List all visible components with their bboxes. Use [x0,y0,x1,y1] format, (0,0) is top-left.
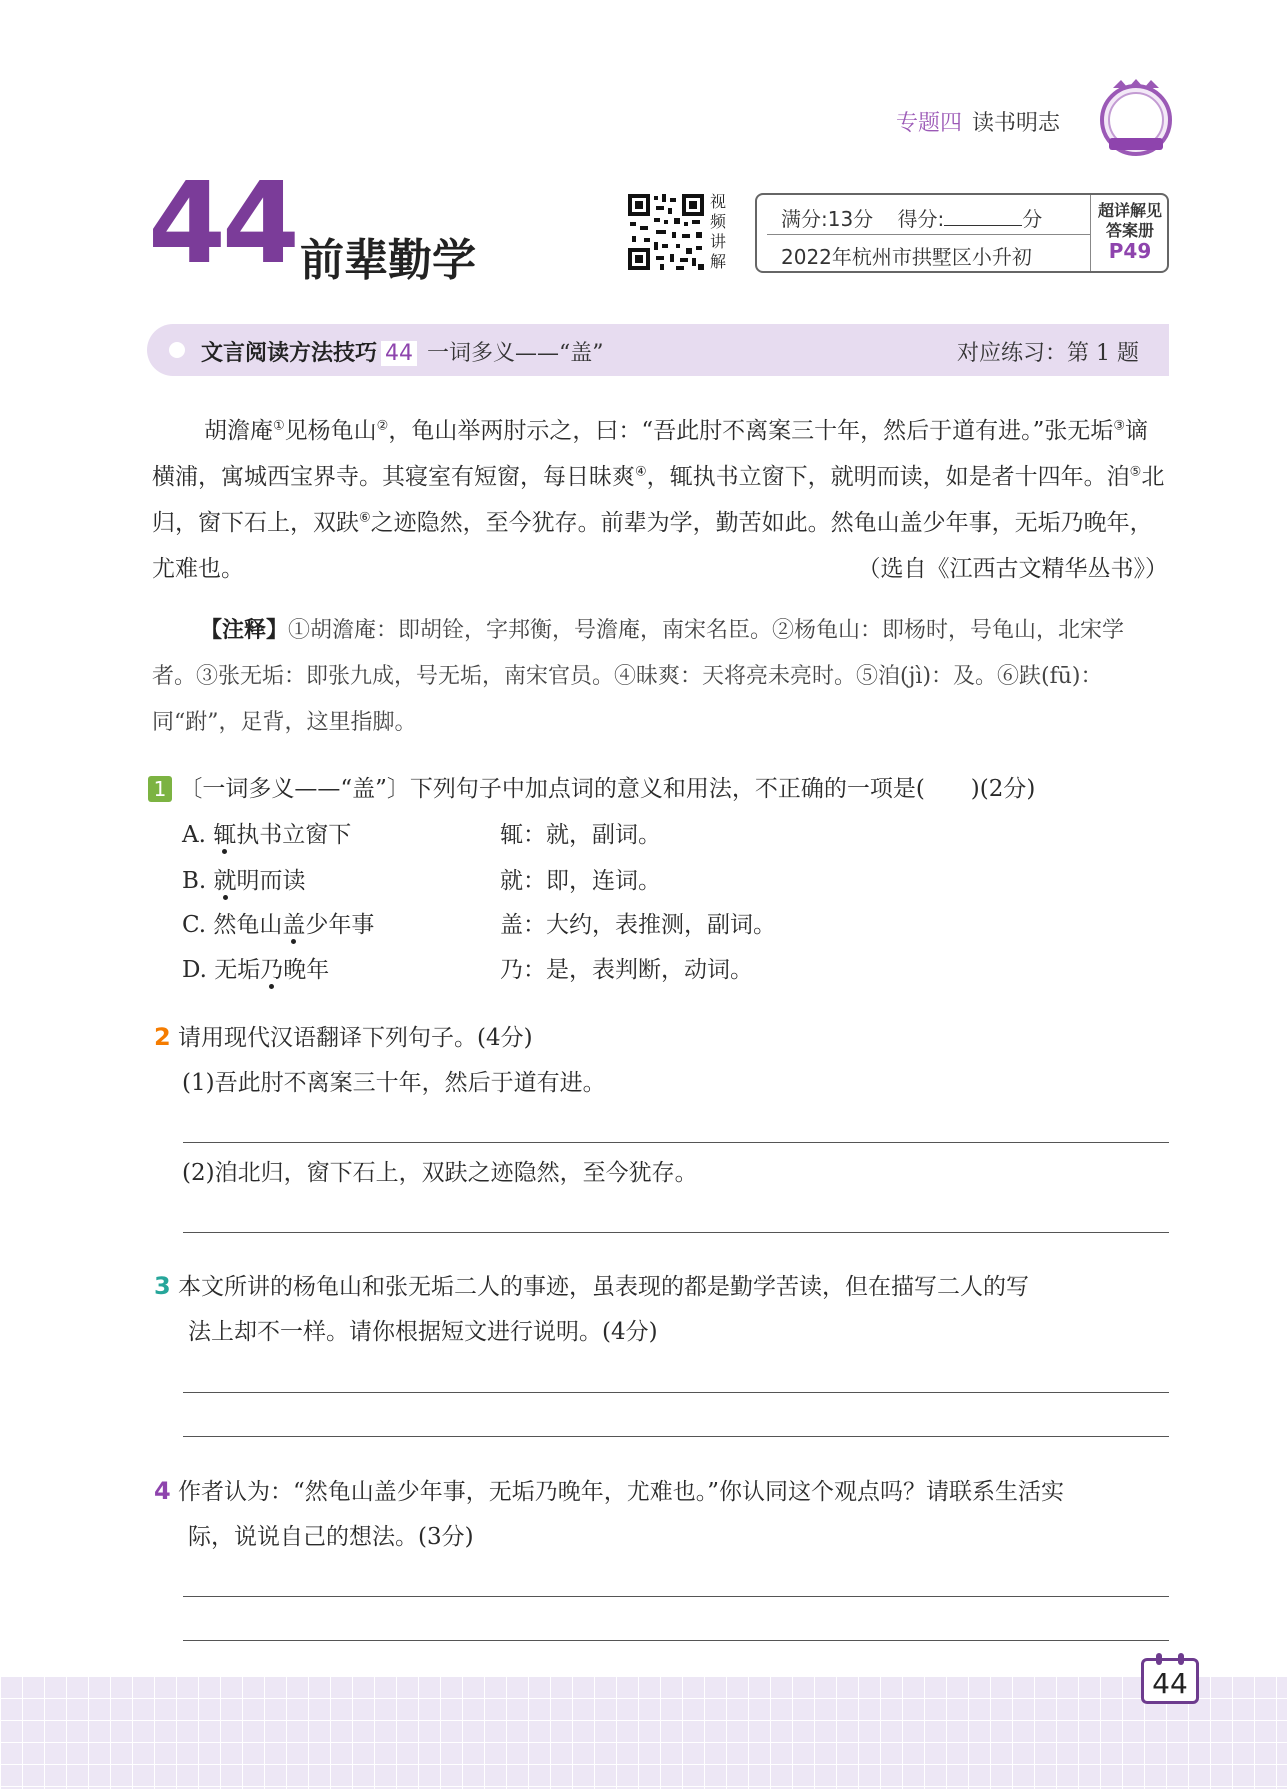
lesson-title: 前辈勤学 [300,235,476,286]
dotted-word: 盖 [282,912,306,938]
dotted-word: 就 [213,868,237,894]
band-title [201,336,604,367]
band-number: 44 [381,341,417,366]
answer-page: P49 [1108,239,1152,263]
q1-explain-b: 就：即，连词。 [500,868,661,894]
full-score: 满分:13分 [781,207,874,231]
question-3 [154,1263,1168,1310]
passage-text: ，辄执书立窗下，就明而读，如是者十四年。洎 [646,464,1130,490]
passage-text: 见杨龟山 [284,418,377,444]
footer-grid [0,1676,1287,1789]
exam-source: 2022年杭州市拱墅区小升初 [781,245,1032,269]
q1-explain-d: 乃：是，表判断，动词。 [500,957,753,983]
option-text: C. 然龟山 [182,912,283,938]
method-band [147,324,1169,376]
answer-line[interactable] [183,1142,1169,1143]
calendar-ring-icon [1178,1653,1184,1665]
dotted-word: 辄 [213,822,237,848]
topic-label: 专题四 [896,111,963,136]
passage-text: 北归，窗下石上，双趺 [152,464,1165,536]
q2-stem: 请用现代汉语翻译下列句子。(4分) [178,1025,533,1051]
q1-stem: 〔一词多义——“盖”〕下列句子中加点词的意义和用法，不正确的一项是( )(2分) [179,776,1036,802]
footnote-ref: ② [376,418,389,434]
answer-ref [1093,201,1167,261]
q4-line1: 作者认为：“然龟山盖少年事，无垢乃晚年，尤难也。”你认同这个观点吗？请联系生活实 [178,1479,1065,1505]
qr-code-icon[interactable] [626,192,706,272]
notes-text: ①胡澹庵：即胡铨，字邦衡，号澹庵，南宋名臣。②杨龟山：即杨时，号龟山，北宋学者。③张无垢：即张九成，号无垢，南宋官员。④昧爽：天将亮未亮时。⑤洎(jì)：及。⑥趺(fū)：同“跗”，足背，这里指脚。 [152,618,1125,735]
q1-number: 1 [148,776,172,802]
answer-line[interactable] [183,1640,1169,1641]
option-text: 晚年 [283,957,330,983]
q1-explain-c: 盖：大约，表推测，副词。 [500,912,776,938]
band-title-text: 文言阅读方法技巧 [201,341,378,366]
passage-text: 胡澹庵 [204,418,273,444]
q3-number: 3 [154,1272,171,1300]
q4-number: 4 [154,1477,171,1505]
passage-text: ，龟山举两肘示之，曰：“吾此肘不离案三十年，然后于道有进。”张无垢 [388,418,1114,444]
score-divider [767,234,1091,235]
page-number [1141,1658,1199,1704]
score-row [781,203,1042,232]
passage-text: 之迹隐然，至今犹存。前辈为学，勤苦如此。然龟山盖少年事，无垢乃晚年，尤难也。 [152,510,1153,582]
answer-line[interactable] [183,1232,1169,1233]
option-text: B. [182,868,214,894]
passage-source: （选自《江西古文精华丛书》） [857,556,1168,582]
topic-name: 读书明志 [972,111,1061,136]
band-dot-icon [169,342,185,358]
question-4 [154,1468,1168,1515]
dotted-word: 乃 [260,957,284,983]
footnote-ref: ⑤ [1129,464,1142,480]
q1-option-b[interactable] [182,858,306,904]
q1-option-a[interactable] [182,812,351,858]
footnote-ref: ① [273,418,285,434]
page-number-text: 44 [1152,1667,1188,1700]
notes-label: 【注释】 [200,618,289,643]
option-text: 明而读 [236,868,306,894]
answer-line[interactable] [183,1596,1169,1597]
question-2 [154,1014,1168,1061]
footnote-ref: ⑥ [359,510,371,526]
q3-line1: 本文所讲的杨龟山和张无垢二人的事迹，虽表现的都是勤学苦读，但在描写二人的写 [178,1274,1030,1300]
lesson-number: 44 [148,159,296,289]
band-subtitle: 一词多义——“盖” [427,341,604,366]
question-1 [148,766,1168,812]
q2-sub2: (2)洎北归，窗下石上，双趺之迹隐然，至今犹存。 [182,1160,698,1186]
q2-number: 2 [154,1023,171,1051]
option-text: A. [182,822,214,848]
footnote-ref: ③ [1113,418,1125,434]
notes [152,608,1168,746]
q1-explain-a: 辄：就，副词。 [500,822,661,848]
answer-ref-line1: 超详解见 [1097,201,1162,220]
option-text: D. 无垢 [182,957,261,983]
brand-logo [1095,76,1177,158]
footnote-ref: ④ [635,464,647,480]
q1-option-d[interactable] [182,947,329,993]
score-box [755,193,1169,273]
passage [152,408,1168,592]
get-score-label: 得分: [897,207,945,231]
score-blank[interactable] [944,207,1022,226]
q3-line2: 法上却不一样。请你根据短文进行说明。(4分) [188,1319,658,1345]
answer-ref-line2: 答案册 [1105,221,1154,240]
option-text: 执书立窗下 [236,822,352,848]
q2-sub1: (1)吾此肘不离案三十年，然后于道有进。 [182,1070,606,1096]
answer-line[interactable] [183,1392,1169,1393]
band-practice-ref: 对应练习：第 1 题 [957,341,1139,366]
score-vdivider [1090,195,1091,271]
topic-header [896,106,1060,137]
passage-text: 谪横浦，寓城西宝界寺。其寝室有短窗，每日昧爽 [152,418,1148,490]
calendar-ring-icon [1156,1653,1162,1665]
answer-line[interactable] [183,1436,1169,1437]
score-unit: 分 [1022,207,1043,231]
option-text: 少年事 [305,912,375,938]
q4-line2: 际，说说自己的想法。(3分) [188,1524,474,1550]
q1-option-c[interactable] [182,902,374,948]
qr-label: 视频讲解 [710,192,727,271]
